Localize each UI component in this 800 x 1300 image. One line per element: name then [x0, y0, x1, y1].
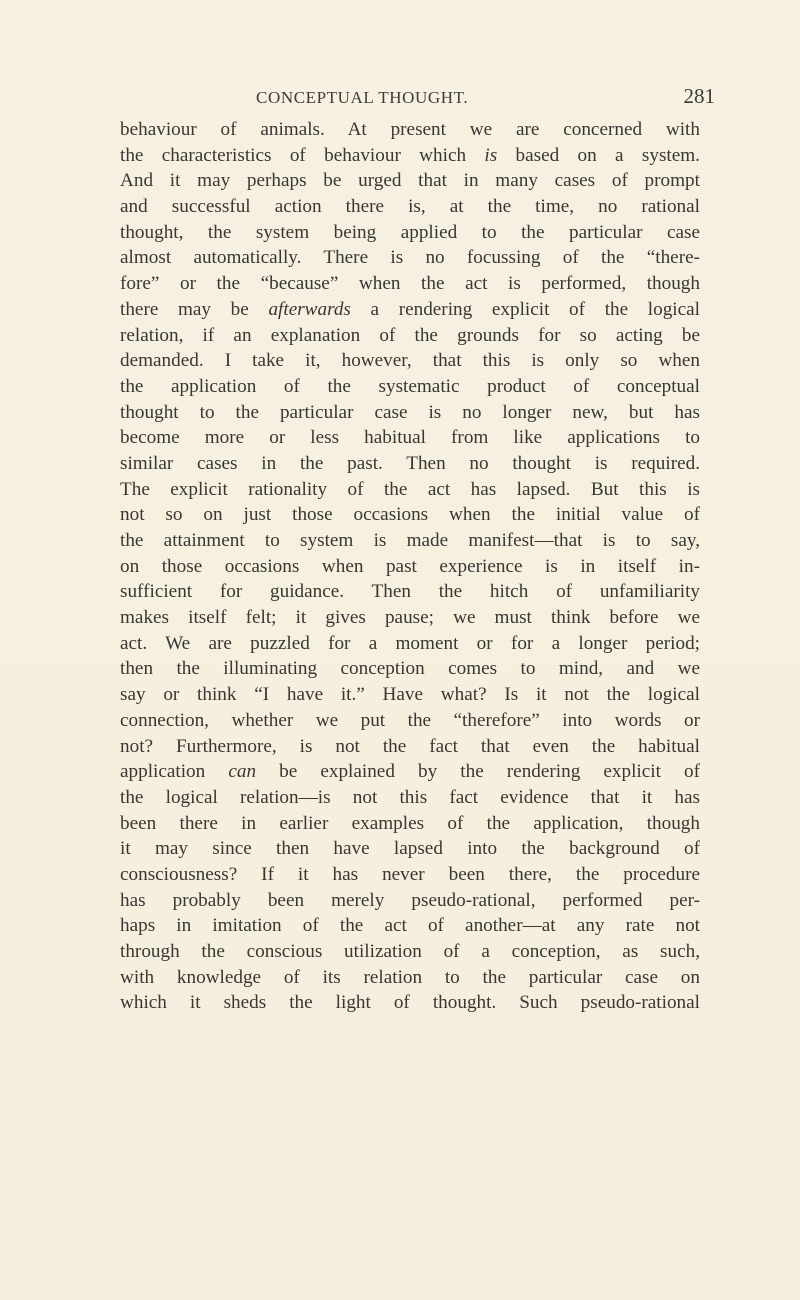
text-line [120, 477, 700, 503]
line-text: demanded. I take it, however, that this is only so when [120, 350, 700, 372]
text-line [120, 220, 700, 246]
text-line [120, 605, 700, 631]
text-line [120, 785, 700, 811]
text-line [120, 143, 700, 169]
text-line [120, 888, 700, 914]
line-text: fore” or the “because” when the act is performed, though [120, 273, 700, 295]
line-text: The explicit rationality of the act has lapsed. But this is [120, 478, 700, 500]
line-text: relation, if an explanation of the grounds for so acting be [120, 324, 700, 346]
line-text: behaviour of animals. At present we are concerned with [120, 119, 700, 140]
line-text: sufficient for guidance. Then the hitch of unfamiliarity [120, 581, 700, 603]
body-text [120, 117, 700, 1016]
text-line [120, 734, 700, 760]
line-text: be explained by the rendering explicit of [256, 761, 701, 783]
line-text: through the conscious utilization of a conception, as such, [120, 941, 700, 962]
text-line [120, 374, 700, 400]
line-text: act. We are puzzled for a moment or for a longer period; [120, 632, 700, 654]
line-text: makes itself felt; it gives pause; we must think before we [120, 607, 700, 629]
italic-emphasis: is [484, 144, 498, 166]
text-line [120, 965, 700, 991]
line-text: the logical relation—is not this fact evidence that it has [120, 786, 700, 808]
text-line [120, 348, 700, 374]
line-text: application [120, 761, 229, 783]
line-text: almost automatically. There is no focussing of the “there- [120, 247, 700, 269]
text-line [120, 271, 700, 297]
text-line [120, 939, 700, 965]
line-text: connection, whether we put the “therefore” into words or [120, 709, 700, 731]
line-text: and successful action there is, at the time, no rational [120, 196, 700, 218]
text-line [120, 554, 700, 580]
text-line [120, 245, 700, 271]
line-text: thought to the particular case is no longer new, but has [120, 401, 700, 423]
page-number: 281 [683, 84, 715, 108]
text-line [120, 913, 700, 939]
line-text: the characteristics of behaviour which [120, 144, 485, 166]
line-text: not so on just those occasions when the initial value of [120, 504, 700, 526]
line-text: on those occasions when past experience is in itself in- [120, 555, 700, 577]
text-line [120, 502, 700, 528]
line-text: which it sheds the light of thought. Such pseudo-rational [120, 992, 700, 1014]
line-text: not? Furthermore, is not the fact that even the habitual [120, 735, 700, 757]
line-text: there may be [120, 298, 269, 320]
line-text: a rendering explicit of the logical [350, 298, 700, 320]
text-line [120, 708, 700, 734]
line-text: say or think “I have it.” Have what? Is it not the logical [120, 684, 700, 706]
line-text: has probably been merely pseudo-rational, performed per- [120, 889, 700, 911]
italic-emphasis: can [228, 761, 257, 783]
text-line [120, 579, 700, 605]
line-text: And it may perhaps be urged that in many cases of prompt [120, 170, 700, 192]
line-text: then the illuminating conception comes to mind, and we [120, 658, 700, 680]
text-line [120, 682, 700, 708]
text-line [120, 400, 700, 426]
text-line [120, 631, 700, 657]
text-line [120, 323, 700, 349]
text-line [120, 862, 700, 888]
text-line [120, 168, 700, 194]
text-line [120, 297, 700, 323]
text-line [120, 528, 700, 554]
line-text: the application of the systematic product of conceptual [120, 375, 700, 397]
line-text: it may since then have lapsed into the background of [120, 838, 700, 860]
italic-emphasis: afterwards [268, 298, 351, 320]
text-line [120, 759, 700, 785]
text-line [120, 117, 700, 143]
text-line [120, 451, 700, 477]
line-text: consciousness? If it has never been there, the procedure [120, 863, 700, 885]
text-line [120, 656, 700, 682]
line-text: the attainment to system is made manifest—that is to say, [120, 530, 700, 551]
line-text: similar cases in the past. Then no thought is required. [120, 452, 700, 474]
line-text: haps in imitation of the act of another—at any rate not [120, 915, 700, 937]
line-text: based on a system. [497, 144, 700, 166]
line-text: become more or less habitual from like applications to [120, 427, 700, 449]
running-title: CONCEPTUAL THOUGHT. [256, 88, 469, 107]
line-text: thought, the system being applied to the particular case [120, 221, 700, 243]
text-line [120, 425, 700, 451]
text-line [120, 194, 700, 220]
line-text: with knowledge of its relation to the particular case on [120, 966, 700, 988]
line-text: been there in earlier examples of the application, though [120, 812, 700, 834]
text-line [120, 811, 700, 837]
text-line [120, 836, 700, 862]
text-line [120, 990, 700, 1016]
